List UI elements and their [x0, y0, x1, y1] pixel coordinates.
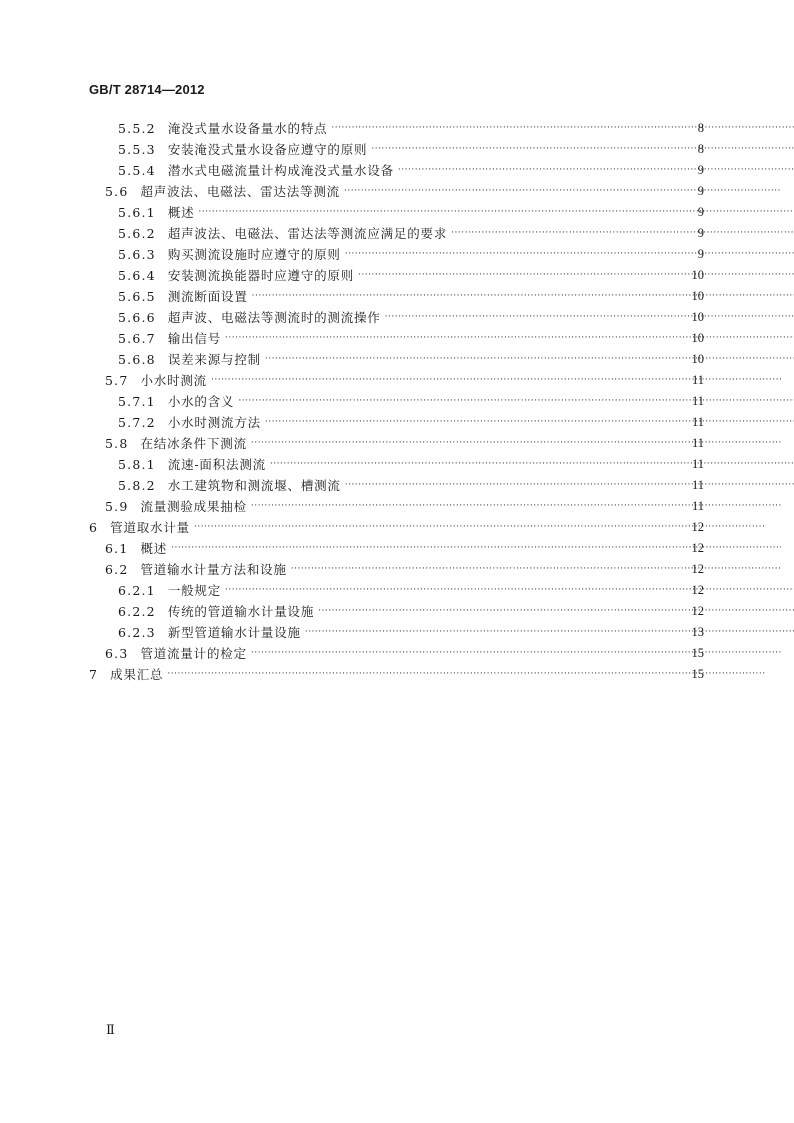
toc-entry-line	[118, 139, 794, 160]
toc-entry[interactable]	[0, 538, 794, 559]
toc-entry[interactable]	[0, 349, 794, 370]
toc-section-title: 管道输水计量方法和设施	[140, 562, 287, 577]
toc-leader-dots	[331, 118, 794, 139]
toc-section-number: 5.6.1	[118, 205, 156, 220]
toc-entry-line	[105, 181, 785, 202]
toc-page-number: 9	[697, 247, 704, 261]
toc-entry[interactable]	[0, 433, 794, 454]
toc-entry[interactable]	[0, 181, 794, 202]
toc-leader-dots	[345, 244, 794, 265]
toc-page-number: 8	[697, 142, 704, 156]
toc-entry[interactable]	[0, 622, 794, 643]
toc-page-number: 11	[691, 436, 704, 450]
toc-page-number: 9	[697, 184, 704, 198]
page-number-footer: Ⅱ	[106, 1022, 115, 1037]
toc-entry-line	[118, 202, 794, 223]
toc-page-number: 11	[691, 415, 704, 429]
toc-section-title: 新型管道输水计量设施	[167, 625, 301, 640]
toc-section-title: 淹没式量水设备量水的特点	[167, 121, 328, 136]
toc-leader-dots	[238, 391, 794, 412]
toc-entry-line	[105, 433, 785, 454]
toc-leader-dots	[225, 328, 794, 349]
toc-leader-dots	[371, 139, 794, 160]
toc-section-title: 安装淹没式量水设备应遵守的原则	[167, 142, 368, 157]
toc-section-number: 5.7.1	[118, 394, 156, 409]
toc-section-number: 5.6.6	[118, 310, 156, 325]
toc-section-title: 超声波、电磁法等测流时的测流操作	[167, 310, 381, 325]
toc-section-title: 管道取水计量	[110, 520, 190, 535]
toc-entry-line	[118, 244, 794, 265]
toc-entry[interactable]	[0, 223, 794, 244]
toc-page-number: 8	[697, 121, 704, 135]
toc-section-title: 水工建筑物和测流堰、槽测流	[167, 478, 341, 493]
toc-section-number: 5.6.5	[118, 289, 156, 304]
toc-section-number: 5.6.3	[118, 247, 156, 262]
toc-section-number: 6.2.2	[118, 604, 156, 619]
toc-page-number: 10	[691, 289, 704, 303]
toc-entry-line	[118, 223, 794, 244]
toc-section-title: 成果汇总	[110, 667, 164, 682]
toc-entry[interactable]	[0, 160, 794, 181]
toc-page-number: 9	[697, 205, 704, 219]
toc-page-number: 9	[697, 163, 704, 177]
toc-section-number: 5.9	[105, 499, 129, 514]
toc-leader-dots	[270, 454, 794, 475]
toc-page-number: 10	[691, 310, 704, 324]
toc-entry[interactable]	[0, 517, 794, 538]
toc-section-number: 6	[89, 520, 99, 535]
toc-page-number: 9	[697, 226, 704, 240]
toc-entry[interactable]	[0, 454, 794, 475]
toc-leader-dots	[305, 622, 794, 643]
toc-leader-dots	[291, 559, 781, 580]
toc-section-title: 管道流量计的检定	[140, 646, 247, 661]
toc-section-title: 概述	[167, 205, 195, 220]
toc-page-number: 15	[691, 646, 704, 660]
toc-entry[interactable]	[0, 496, 794, 517]
toc-page-number: 12	[691, 604, 704, 618]
toc-entry[interactable]	[0, 580, 794, 601]
toc-entry-line	[105, 370, 785, 391]
toc-entry[interactable]	[0, 370, 794, 391]
toc-entry-line	[105, 643, 785, 664]
toc-section-number: 7	[89, 667, 99, 682]
toc-entry[interactable]	[0, 202, 794, 223]
toc-entry[interactable]	[0, 559, 794, 580]
toc-leader-dots	[167, 664, 765, 685]
toc-page-number: 11	[691, 394, 704, 408]
toc-page-number: 13	[691, 625, 704, 639]
toc-section-title: 安装测流换能器时应遵守的原则	[167, 268, 355, 283]
toc-entry[interactable]	[0, 139, 794, 160]
toc-section-number: 5.5.3	[118, 142, 156, 157]
toc-page-number: 11	[691, 373, 704, 387]
toc-section-title: 流速-面积法测流	[167, 457, 266, 472]
toc-entry[interactable]	[0, 307, 794, 328]
toc-section-title: 超声波法、电磁法、雷达法等测流	[140, 184, 340, 199]
toc-section-title: 误差来源与控制	[167, 352, 261, 367]
toc-section-number: 5.6.4	[118, 268, 156, 283]
toc-section-title: 潜水式电磁流量计构成淹没式量水设备	[167, 163, 394, 178]
toc-section-number: 5.8.1	[118, 457, 156, 472]
toc-leader-dots	[358, 265, 794, 286]
toc-section-number: 6.2.1	[118, 583, 156, 598]
toc-leader-dots	[225, 580, 794, 601]
toc-page-number: 12	[691, 520, 704, 534]
toc-leader-dots	[451, 223, 794, 244]
toc-entry[interactable]	[0, 601, 794, 622]
toc-page-number: 11	[691, 478, 704, 492]
toc-page-number: 10	[691, 331, 704, 345]
toc-entry[interactable]	[0, 286, 794, 307]
toc-section-title: 测流断面设置	[167, 289, 248, 304]
toc-section-number: 5.5.4	[118, 163, 156, 178]
toc-section-title: 在结冰条件下测流	[140, 436, 247, 451]
toc-entry[interactable]	[0, 475, 794, 496]
toc-section-number: 5.6.7	[118, 331, 156, 346]
toc-entry-line	[118, 118, 794, 139]
toc-leader-dots	[318, 601, 794, 622]
toc-page-number: 11	[691, 457, 704, 471]
toc-entry[interactable]	[0, 328, 794, 349]
toc-entry-line	[89, 517, 769, 538]
toc-section-title: 超声波法、电磁法、雷达法等测流应满足的要求	[167, 226, 448, 241]
toc-section-number: 5.7	[105, 373, 129, 388]
toc-section-number: 6.2.3	[118, 625, 156, 640]
toc-section-number: 5.8	[105, 436, 129, 451]
toc-entry[interactable]	[0, 265, 794, 286]
toc-section-number: 5.8.2	[118, 478, 156, 493]
toc-page-number: 12	[691, 562, 704, 576]
toc-page-number: 12	[691, 583, 704, 597]
toc-page-number: 12	[691, 541, 704, 555]
toc-section-number: 5.5.2	[118, 121, 156, 136]
toc-entry[interactable]	[0, 664, 794, 685]
toc-leader-dots	[344, 181, 781, 202]
toc-section-number: 6.1	[105, 541, 129, 556]
toc-entry-line	[89, 664, 769, 685]
toc-entry[interactable]	[0, 391, 794, 412]
toc-section-title: 小水时测流方法	[167, 415, 261, 430]
toc-entry-line	[118, 160, 794, 181]
toc-section-number: 5.6.2	[118, 226, 156, 241]
toc-entry[interactable]	[0, 412, 794, 433]
toc-leader-dots	[194, 517, 765, 538]
toc-section-title: 输出信号	[167, 331, 222, 346]
toc-leader-dots	[198, 202, 794, 223]
toc-leader-dots	[252, 286, 794, 307]
toc-entry[interactable]	[0, 643, 794, 664]
toc-section-number: 5.6	[105, 184, 129, 199]
toc-section-title: 概述	[140, 541, 168, 556]
toc-leader-dots	[171, 538, 781, 559]
toc-section-title: 流量测验成果抽检	[140, 499, 247, 514]
document-id-header: GB/T 28714—2012	[89, 82, 205, 97]
toc-section-title: 小水时测流	[140, 373, 207, 388]
toc-entry[interactable]	[0, 118, 794, 139]
toc-leader-dots	[385, 307, 794, 328]
toc-page-number: 15	[691, 667, 704, 681]
toc-section-number: 6.3	[105, 646, 129, 661]
toc-leader-dots	[265, 412, 794, 433]
table-of-contents	[0, 118, 794, 685]
toc-leader-dots	[265, 349, 794, 370]
toc-page-number: 11	[691, 499, 704, 513]
toc-page-number: 10	[691, 268, 704, 282]
toc-leader-dots	[345, 475, 794, 496]
toc-section-title: 传统的管道输水计量设施	[167, 604, 315, 619]
toc-entry-line	[105, 496, 785, 517]
toc-leader-dots	[398, 160, 794, 181]
toc-section-number: 6.2	[105, 562, 129, 577]
toc-page-number: 10	[691, 352, 704, 366]
toc-section-title: 购买测流设施时应遵守的原则	[167, 247, 341, 262]
toc-section-number: 5.6.8	[118, 352, 156, 367]
toc-entry-line	[105, 559, 785, 580]
toc-section-title: 小水的含义	[167, 394, 235, 409]
toc-entry-line	[105, 538, 785, 559]
toc-section-title: 一般规定	[167, 583, 222, 598]
toc-entry[interactable]	[0, 244, 794, 265]
toc-section-number: 5.7.2	[118, 415, 156, 430]
